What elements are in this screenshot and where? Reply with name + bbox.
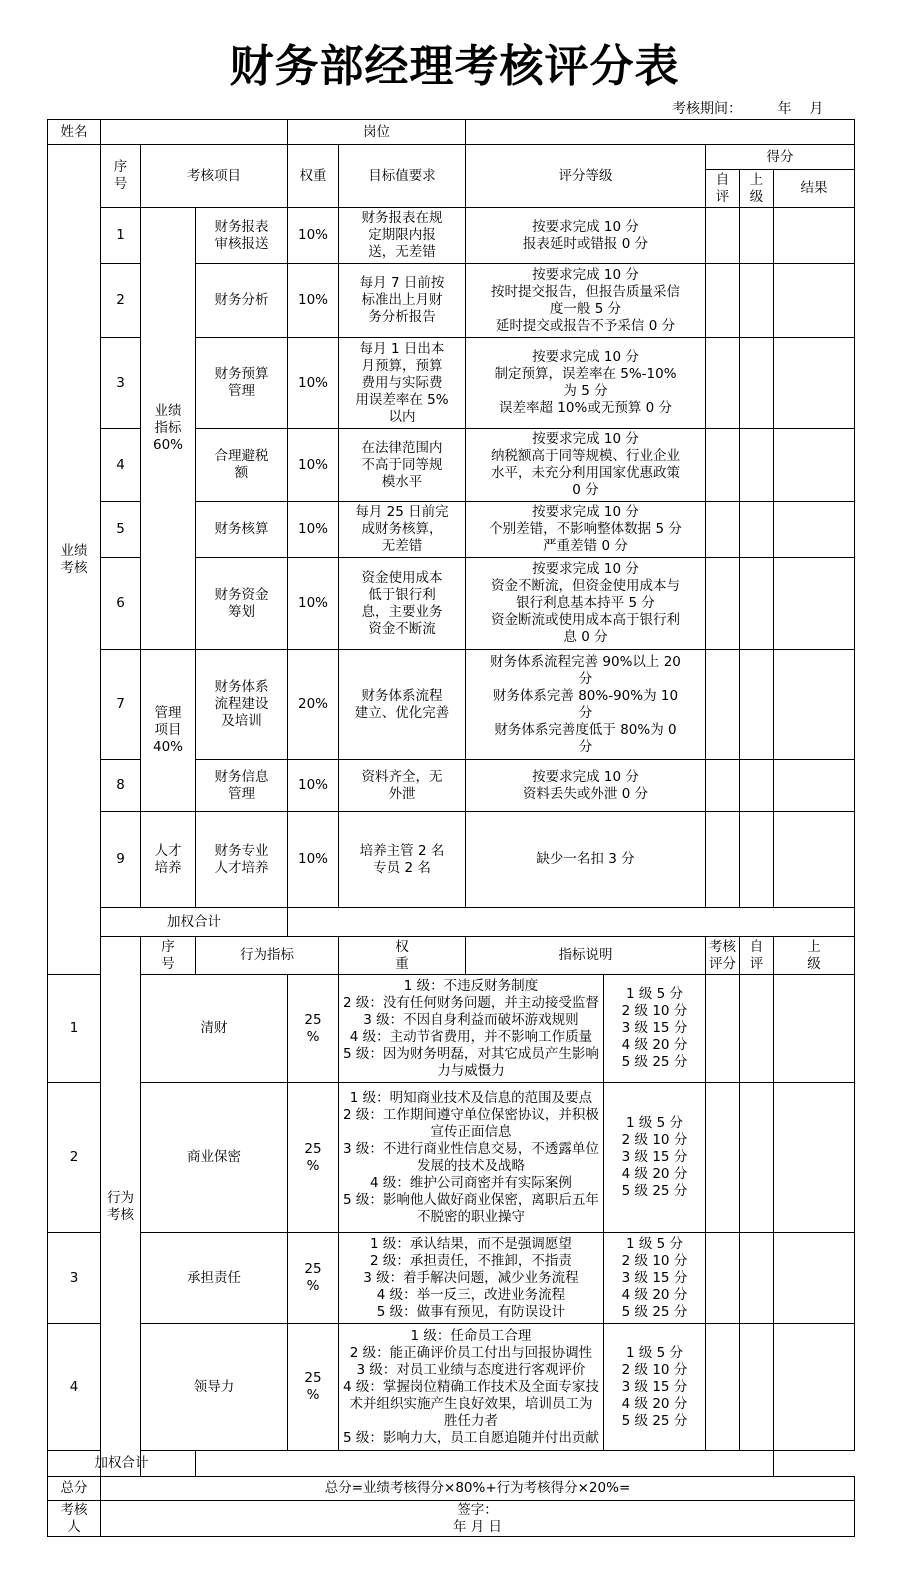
- perf-item: 财务核算: [196, 502, 288, 558]
- perf-result[interactable]: [774, 558, 855, 650]
- perf-grade: 按要求完成 10 分 制定预算，误差率在 5%-10% 为 5 分 误差率超 10%或无预算 0 分: [466, 338, 706, 429]
- perf-superior-score[interactable]: [740, 264, 774, 338]
- perf-header-row-1: [48, 145, 855, 170]
- behavior-weight: 25 %: [288, 975, 339, 1083]
- perf-item: 财务体系 流程建设 及培训: [196, 650, 288, 760]
- perf-grade: 按要求完成 10 分 资金不断流，但资金使用成本与 银行利息基本持平 5 分 资金断流或使用成本高于银行利 息 0 分: [466, 558, 706, 650]
- perf-self-score[interactable]: [706, 650, 740, 760]
- behavior-desc: 1 级：承认结果，而不是强调愿望 2 级：承担责任，不推卸，不指责 3 级：着手解决问题，减少业务流程 4 级：举一反三，改进业务流程 5 级：做事有预见，有防误设计: [339, 1233, 604, 1324]
- perf-seq: 9: [101, 812, 141, 908]
- perf-result[interactable]: [774, 338, 855, 429]
- perf-item: 财务专业 人才培养: [196, 812, 288, 908]
- perf-item-header: 考核项目: [141, 145, 288, 208]
- behavior-row: [48, 1324, 855, 1451]
- behavior-score-header: 考核评分: [706, 937, 740, 975]
- perf-target: 财务体系流程 建立、优化完善: [339, 650, 466, 760]
- behavior-superior-score[interactable]: [740, 1083, 774, 1233]
- perf-weight: 10%: [288, 812, 339, 908]
- behavior-score-scale: 1 级 5 分 2 级 10 分 3 级 15 分 4 级 20 分 5 级 25 分: [604, 1083, 706, 1233]
- behavior-result[interactable]: [774, 1233, 855, 1324]
- behavior-seq: 1: [48, 975, 101, 1083]
- behavior-desc: 1 级：任命员工合理 2 级：能正确评价员工付出与回报协调性 3 级：对员工业绩与态度进行客观评价 4 级：掌握岗位精确工作技术及全面专家技 术并组织实施产生良好效果，培训员工为 胜任力者 5 级：影响力大，员工自愿追随并付出贡献: [339, 1324, 604, 1451]
- perf-seq: 1: [101, 208, 141, 264]
- perf-group-label: 人才 培养: [141, 812, 196, 908]
- behavior-superior-score[interactable]: [740, 1324, 774, 1451]
- behavior-indicator: 商业保密: [141, 1083, 288, 1233]
- behavior-weight: 25 %: [288, 1324, 339, 1451]
- perf-self-score[interactable]: [706, 264, 740, 338]
- behavior-row: [48, 1083, 855, 1233]
- perf-target: 每月 1 日出本 月预算，预算 费用与实际费 用误差率在 5% 以内: [339, 338, 466, 429]
- perf-item: 合理避税 额: [196, 429, 288, 502]
- behavior-seq: 4: [48, 1324, 101, 1451]
- behavior-self-score[interactable]: [706, 975, 740, 1083]
- assessment-period: 考核期间： 年 月: [672, 101, 824, 117]
- perf-subtotal-label: 加权合计: [101, 908, 288, 937]
- perf-target: 每月 7 日前按 标准出上月财 务分析报告: [339, 264, 466, 338]
- perf-seq: 6: [101, 558, 141, 650]
- position-field[interactable]: [466, 120, 855, 145]
- perf-seq: 5: [101, 502, 141, 558]
- behavior-score-scale: 1 级 5 分 2 级 10 分 3 级 15 分 4 级 20 分 5 级 25 分: [604, 975, 706, 1083]
- behavior-indicator: 承担责任: [141, 1233, 288, 1324]
- perf-grade: 按要求完成 10 分 报表延时或错报 0 分: [466, 208, 706, 264]
- behavior-result[interactable]: [774, 1324, 855, 1451]
- perf-result[interactable]: [774, 650, 855, 760]
- perf-target: 资料齐全，无 外泄: [339, 760, 466, 812]
- perf-grade: 财务体系流程完善 90%以上 20 分 财务体系完善 80%-90%为 10 分 财务体系完善度低于 80%为 0 分: [466, 650, 706, 760]
- behavior-score-scale: 1 级 5 分 2 级 10 分 3 级 15 分 4 级 20 分 5 级 25 分: [604, 1324, 706, 1451]
- behavior-seq: 2: [48, 1083, 101, 1233]
- behavior-weight-header: 权 重: [339, 937, 466, 975]
- perf-result[interactable]: [774, 812, 855, 908]
- behavior-row: [48, 975, 855, 1083]
- behavior-subtotal-value[interactable]: [196, 1451, 774, 1477]
- perf-grade: 按要求完成 10 分 纳税额高于同等规模、行业企业 水平，未充分利用国家优惠政策 0 分: [466, 429, 706, 502]
- behavior-self-header: 自 评: [740, 937, 774, 975]
- behavior-seq: 3: [48, 1233, 101, 1324]
- perf-superior-score[interactable]: [740, 812, 774, 908]
- behavior-indicator-header: 行为指标: [196, 937, 339, 975]
- perf-self-header: 自 评: [706, 170, 740, 208]
- assessor-row: [48, 1501, 855, 1537]
- perf-self-score[interactable]: [706, 812, 740, 908]
- perf-seq: 4: [101, 429, 141, 502]
- total-row: [48, 1477, 855, 1501]
- perf-seq: 8: [101, 760, 141, 812]
- behavior-desc: 1 级：不违反财务制度 2 级：没有任何财务问题，并主动接受监督 3 级：不因自身利益而破坏游戏规则 4 级：主动节省费用，并不影响工作质量 5 级：因为财务明磊，对其它成员产生影响 力与威慑力: [339, 975, 604, 1083]
- assessment-table: [47, 119, 855, 1537]
- perf-result[interactable]: [774, 429, 855, 502]
- perf-self-score[interactable]: [706, 760, 740, 812]
- page-title: 财务部经理考核评分表: [229, 41, 680, 92]
- behavior-section-label: 行为 考核: [101, 937, 141, 1477]
- perf-item: 财务资金 筹划: [196, 558, 288, 650]
- perf-group-label: 管理 项目 40%: [141, 650, 196, 812]
- total-label: 总分: [48, 1477, 101, 1501]
- perf-seq: 2: [101, 264, 141, 338]
- behavior-header-row: [48, 937, 855, 975]
- perf-weight: 10%: [288, 558, 339, 650]
- perf-result-header: 结果: [774, 170, 855, 208]
- behavior-self-score[interactable]: [706, 1083, 740, 1233]
- perf-target-header: 目标值要求: [339, 145, 466, 208]
- perf-self-score[interactable]: [706, 429, 740, 502]
- perf-grade: 按要求完成 10 分 个别差错，不影响整体数据 5 分 严重差错 0 分: [466, 502, 706, 558]
- perf-target: 培养主管 2 名 专员 2 名: [339, 812, 466, 908]
- behavior-self-score[interactable]: [706, 1324, 740, 1451]
- perf-result[interactable]: [774, 502, 855, 558]
- perf-grade: 按要求完成 10 分 资料丢失或外泄 0 分: [466, 760, 706, 812]
- perf-self-score[interactable]: [706, 338, 740, 429]
- perf-item: 财务信息 管理: [196, 760, 288, 812]
- assessor-signature[interactable]: 签字： 年 月 日: [101, 1501, 855, 1537]
- perf-superior-score[interactable]: [740, 502, 774, 558]
- perf-weight-header: 权重: [288, 145, 339, 208]
- perf-self-score[interactable]: [706, 558, 740, 650]
- behavior-weight: 25 %: [288, 1083, 339, 1233]
- perf-result[interactable]: [774, 264, 855, 338]
- perf-superior-score[interactable]: [740, 558, 774, 650]
- perf-row: [48, 650, 855, 760]
- perf-subtotal-row: [48, 908, 855, 937]
- perf-grade: 按要求完成 10 分 按时提交报告，但报告质量采信 度一般 5 分 延时提交或报告不予采信 0 分: [466, 264, 706, 338]
- behavior-superior-header: 上 级: [774, 937, 855, 975]
- behavior-score-scale: 1 级 5 分 2 级 10 分 3 级 15 分 4 级 20 分 5 级 25 分: [604, 1233, 706, 1324]
- behavior-result[interactable]: [774, 1083, 855, 1233]
- name-field[interactable]: [101, 120, 288, 145]
- behavior-weight: 25 %: [288, 1233, 339, 1324]
- perf-grade: 缺少一名扣 3 分: [466, 812, 706, 908]
- behavior-seq-header: 序 号: [141, 937, 196, 975]
- perf-self-score[interactable]: [706, 208, 740, 264]
- perf-weight: 10%: [288, 264, 339, 338]
- perf-weight: 20%: [288, 650, 339, 760]
- behavior-indicator: 领导力: [141, 1324, 288, 1451]
- perf-superior-score[interactable]: [740, 208, 774, 264]
- behavior-desc: 1 级：明知商业技术及信息的范围及要点 2 级：工作期间遵守单位保密协议，并积极 宣传正面信息 3 级：不进行商业性信息交易，不透露单位 发展的技术及战略 4 级：维护公司商密并有实际案例 5 级：影响他人做好商业保密，离职后五年 不脱密的职业操守: [339, 1083, 604, 1233]
- perf-weight: 10%: [288, 760, 339, 812]
- perf-score-header: 得分: [706, 145, 855, 170]
- perf-weight: 10%: [288, 208, 339, 264]
- perf-result[interactable]: [774, 760, 855, 812]
- perf-superior-score[interactable]: [740, 650, 774, 760]
- behavior-subtotal-row: [48, 1451, 855, 1477]
- behavior-result[interactable]: [774, 975, 855, 1083]
- perf-superior-score[interactable]: [740, 760, 774, 812]
- name-label: 姓名: [48, 120, 101, 145]
- perf-target: 每月 25 日前完 成财务核算， 无差错: [339, 502, 466, 558]
- perf-result[interactable]: [774, 208, 855, 264]
- behavior-superior-score[interactable]: [740, 975, 774, 1083]
- perf-superior-score[interactable]: [740, 338, 774, 429]
- perf-superior-score[interactable]: [740, 429, 774, 502]
- perf-weight: 10%: [288, 338, 339, 429]
- behavior-superior-score[interactable]: [740, 1233, 774, 1324]
- perf-grade-header: 评分等级: [466, 145, 706, 208]
- perf-seq: 7: [101, 650, 141, 760]
- behavior-row: [48, 1233, 855, 1324]
- perf-item: 财务分析: [196, 264, 288, 338]
- perf-target: 在法律范围内 不高于同等规 模水平: [339, 429, 466, 502]
- behavior-self-score[interactable]: [706, 1233, 740, 1324]
- perf-target: 资金使用成本 低于银行利 息，主要业务 资金不断流: [339, 558, 466, 650]
- perf-item: 财务预算 管理: [196, 338, 288, 429]
- perf-row: [48, 208, 855, 264]
- perf-weight: 10%: [288, 502, 339, 558]
- perf-row: [48, 812, 855, 908]
- perf-weight: 10%: [288, 429, 339, 502]
- perf-target: 财务报表在规 定期限内报 送，无差错: [339, 208, 466, 264]
- perf-seq: 3: [101, 338, 141, 429]
- position-label: 岗位: [288, 120, 466, 145]
- behavior-desc-header: 指标说明: [466, 937, 706, 975]
- perf-group-label: 业绩 指标 60%: [141, 208, 196, 650]
- behavior-subtotal-label: 加权合计: [48, 1451, 196, 1477]
- perf-self-score[interactable]: [706, 502, 740, 558]
- total-formula[interactable]: 总分=业绩考核得分×80%+行为考核得分×20%=: [101, 1477, 855, 1501]
- perf-section-label: 业绩 考核: [48, 145, 101, 975]
- perf-subtotal-value[interactable]: [288, 908, 855, 937]
- perf-seq-header: 序 号: [101, 145, 141, 208]
- info-row: [48, 120, 855, 145]
- behavior-indicator: 清财: [141, 975, 288, 1083]
- assessor-label: 考核 人: [48, 1501, 101, 1537]
- perf-item: 财务报表 审核报送: [196, 208, 288, 264]
- perf-superior-header: 上 级: [740, 170, 774, 208]
